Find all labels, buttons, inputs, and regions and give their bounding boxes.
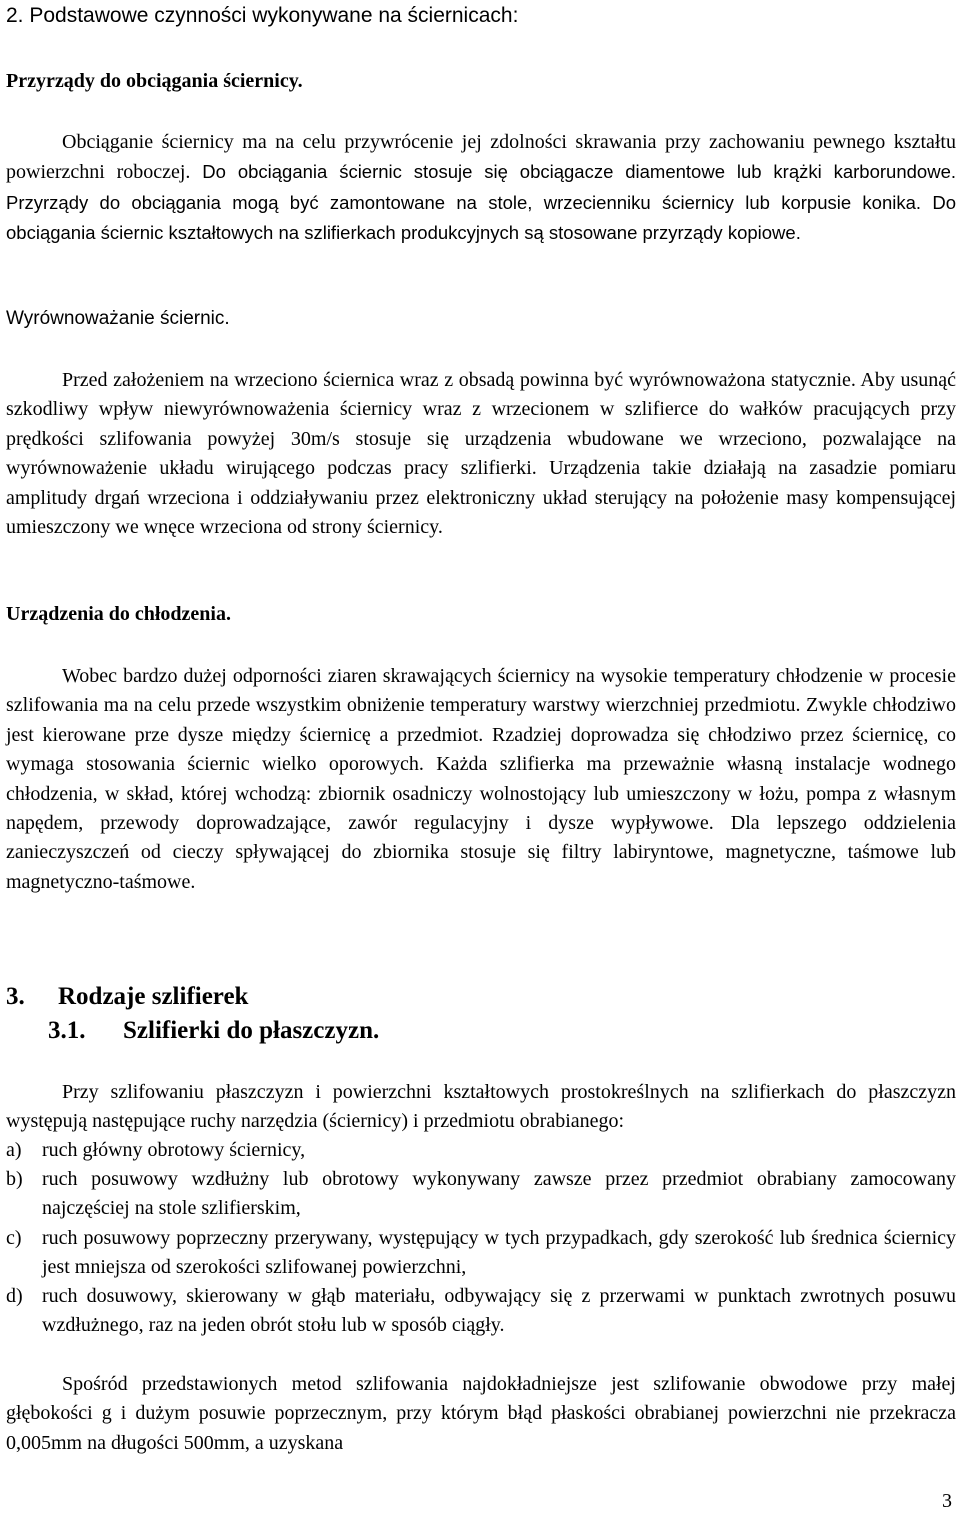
heading-chlodzenie: Urządzenia do chłodzenia. [6,603,231,625]
heading-obciaganie: Przyrządy do obciągania ściernicy. [6,70,303,92]
list-item-text: ruch posuwowy wzdłużny lub obrotowy wykonywany zawsze przez przedmiot obrabiany zamocowany najczęściej na stole szlifierskim, [42,1168,956,1220]
list-marker: b) [6,1168,23,1191]
heading-wyrownowazanie: Wyrównoważanie ściernic. [6,308,230,329]
list-item-text: ruch dosuwowy, skierowany w głąb materiału, odbywający się z przerwami w punktach zwrotnych posuwu wzdłużnego, raz na jeden obrót stołu lub w sposób ciągły. [42,1285,956,1337]
paragraph-chlodzenie: Wobec bardzo dużej odporności ziaren skrawających ściernicy na wysokie temperatury chłodzenie w procesie szlifowania ma na celu przede wszystkim obniżenie temperatury warstwy wierzchniej przedmiotu. Zwykle chłodziwo jest kierowane prze dysze między ściernicę a przedmiot. Rzadziej doprowadza się chłodziwo przez ściernicę, co wymaga stosowania ściernic wielko oporowych. Każda szlifierka ma przeważnie własną instalacje wodnego chłodzenia, w skład, której wchodzą: zbiornik osadniczy wolnostojący lub umieszczony w łożu, pompa z własnym napędem, przewody doprowadzające, zawór regulacyjny i dysze wypływowe. Dla lepszego oddzielenia zanieczyszczeń od cieczy spływającej do zbiornika stosuje się filtry labiryntowe, magnetyczne, taśmowe lub magnetyczno-taśmowe. [6,665,956,893]
section-3-heading [6,983,248,1011]
paragraph-obciaganie-b: Do obciągania ściernic stosuje się obciągacze diamentowe lub krążki karborundowe. [190,161,956,183]
section-3-number: 3. [6,983,25,1010]
section-2-title: 2. Podstawowe czynności wykonywane na ściernicach: [6,4,519,27]
list-item [6,1165,956,1223]
paragraph-ruchy: Przy szlifowaniu płaszczyzn i powierzchni kształtowych prostokreślnych na szlifierkach do płaszczyzn występują następujące ruchy narzędzia (ściernicy) i przedmiotu obrabianego: [6,1081,956,1133]
section-3-1-number: 3.1. [48,1017,86,1044]
section-3-title: Rodzaje szlifierek [58,983,249,1010]
list-item [6,1224,956,1282]
paragraph-obciaganie-d: Do obciągania ściernic kształtowych na szlifierkach produkcyjnych są stosowane przyrządy kopiowe. [6,191,956,244]
paragraph-obciaganie-a: Obciąganie ściernicy ma na celu przywrócenie jej zdolności skrawania przy zachowaniu pewnego kształtu powierzchni roboczej. [6,131,956,184]
page-number: 3 [942,1490,952,1512]
paragraph-obciaganie-c: Przyrządy do obciągania mogą być zamontowane na stole, wrzecienniku ściernicy lub korpusie konika. [6,191,922,213]
list-marker: a) [6,1139,22,1161]
paragraph-metody: Spośród przedstawionych metod szlifowania najdokładniejsze jest szlifowanie obwodowe przy małej głębokości g i dużym posuwie poprzecznym, przy którym błąd płaskości obrabianej powierzchni nie przekracza 0,005mm na długości 500mm, a uzyskana [6,1373,956,1454]
list-item [6,1282,956,1340]
list-marker: d) [6,1285,23,1308]
list-item-text: ruch posuwowy poprzeczny przerywany, występujący w tych przypadkach, gdy szerokość lub średnica ściernicy jest mniejsza od szerokości szlifowanej powierzchni, [42,1226,956,1278]
list-marker: c) [6,1226,22,1249]
paragraph-wyrownowazanie: Przed założeniem na wrzeciono ściernica wraz z obsadą powinna być wyrównoważona statycznie. Aby usunąć szkodliwy wpływ niewyrównoważenia ściernicy wraz z wrzecionem w szlifierce do wałków pracujących przy prędkości szlifowania powyżej 30m/s stosuje się urządzenia wbudowane we wrzeciono, pozwalające na wyrównoważenie układu wirującego podczas pracy szlifierki. Urządzenia takie działają na zasadzie pomiaru amplitudy drgań wrzeciona i oddziaływaniu przez elektroniczny układ sterujący na położenie masy kompensującej umieszczony we wnęce wrzeciona od strony ściernicy. [6,369,956,539]
section-3-1-title: Szlifierki do płaszczyzn. [123,1017,380,1044]
paragraph-obciaganie [6,128,956,249]
motion-list [6,1136,956,1340]
list-item-text: ruch główny obrotowy ściernicy, [42,1139,306,1161]
section-3-1-heading [48,1017,379,1045]
list-item [6,1136,956,1165]
